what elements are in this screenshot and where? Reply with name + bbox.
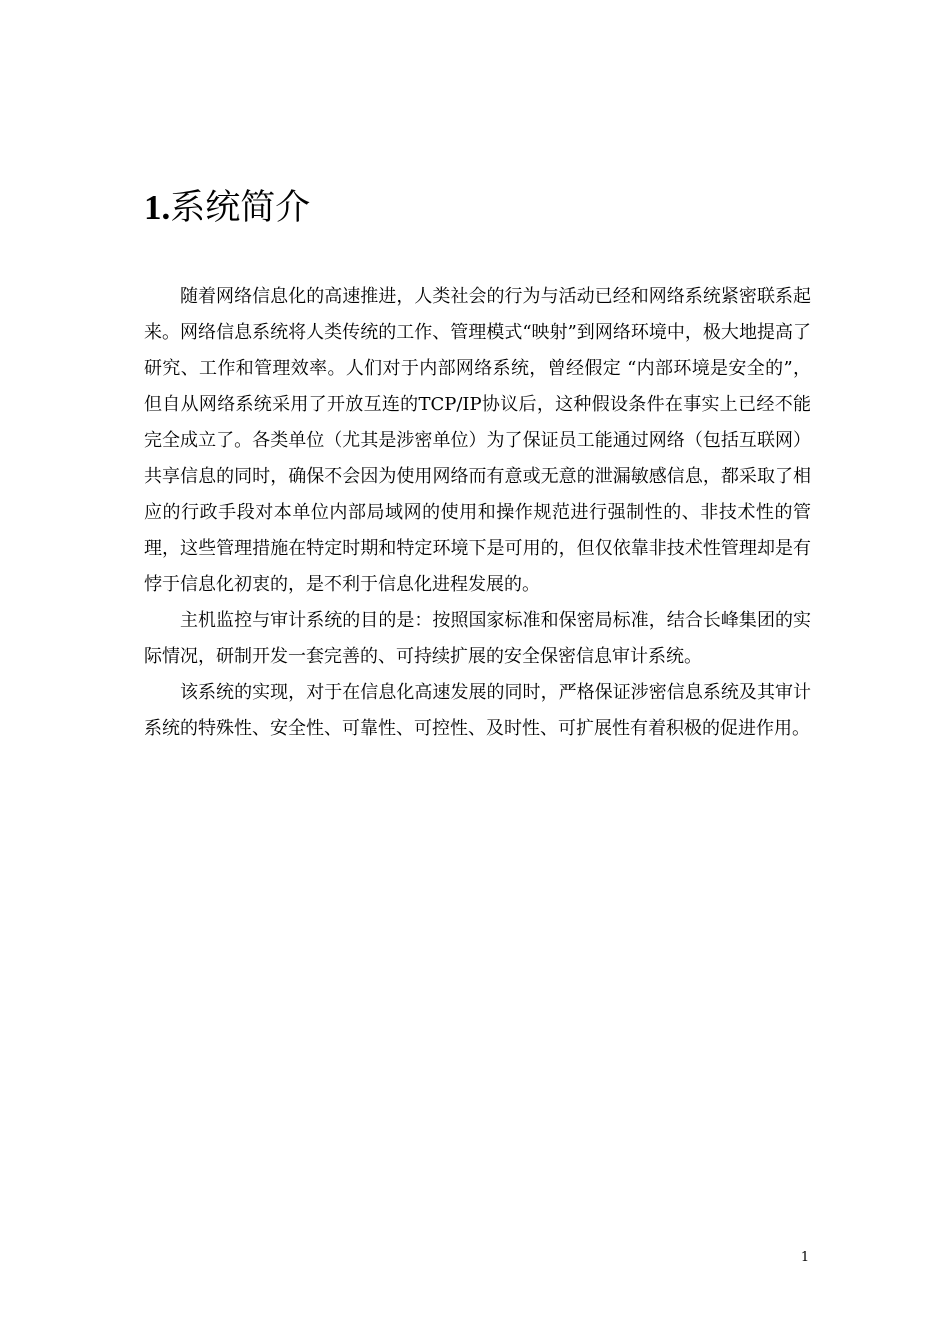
- body-text: [144, 279, 811, 747]
- page-number: 1: [800, 1250, 810, 1265]
- section-heading: [144, 180, 310, 236]
- section-title: 系统简介: [170, 188, 311, 228]
- section-number: 1.: [144, 188, 171, 227]
- paragraph-significance: 该系统的实现，对于在信息化高速发展的同时，严格保证涉密信息系统及其审计系统的特殊性、安全性、可靠性、可控性、及时性、可扩展性有着积极的促进作用。: [144, 682, 811, 739]
- paragraph-purpose: 主机监控与审计系统的目的是：按照国家标准和保密局标准，结合长峰集团的实际情况，研制开发一套完善的、可持续扩展的安全保密信息审计系统。: [144, 610, 811, 667]
- paragraph-intro: 随着网络信息化的高速推进，人类社会的行为与活动已经和网络系统紧密联系起来。网络信息系统将人类传统的工作、管理模式“映射”到网络环境中，极大地提高了研究、工作和管理效率。人们对于内部网络系统，曾经假定 “内部环境是安全的”，但自从网络系统采用了开放互连的TCP/IP协议后，这种假设条件在事实上已经不能完全成立了。各类单位（尤其是涉密单位）为了保证员工能通过网络（包括互联网）共享信息的同时，确保不会因为使用网络而有意或无意的泄漏敏感信息，都采取了相应的行政手段对本单位内部局域网的使用和操作规范进行强制性的、非技术性的管理，这些管理措施在特定时期和特定环境下是可用的，但仅依靠非技术性管理却是有悖于信息化初衷的，是不利于信息化进程发展的。: [144, 286, 811, 595]
